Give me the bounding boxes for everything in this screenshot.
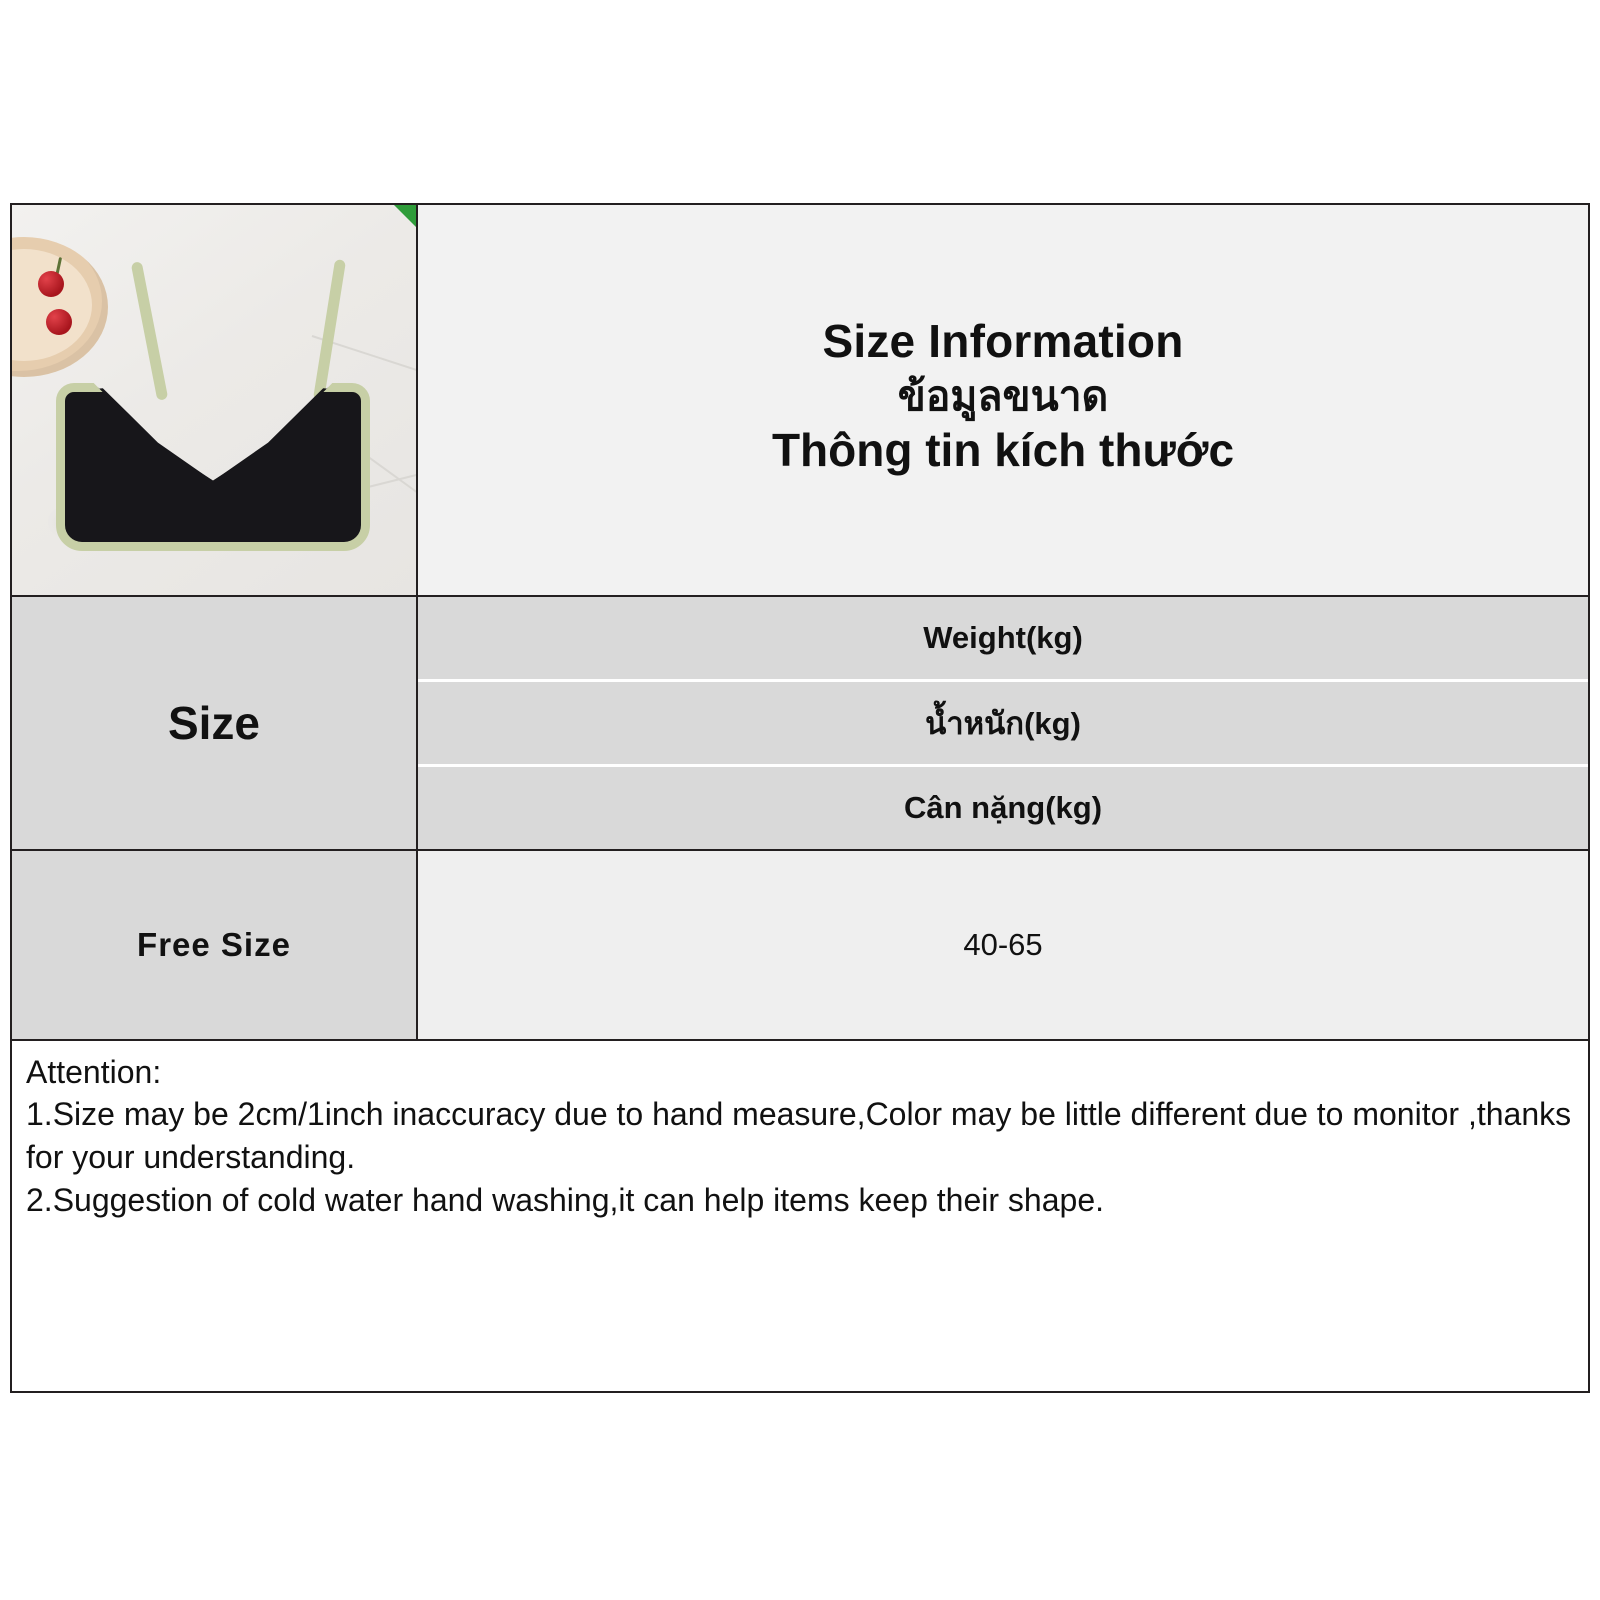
title-english: Size Information [822, 314, 1184, 367]
title-vietnamese: Thông tin kích thước [771, 424, 1235, 477]
column-header-weight-en: Weight(kg) [418, 597, 1588, 679]
column-header-weight-th: น้ำหนัก(kg) [418, 682, 1588, 764]
bralette-strap-left [131, 261, 169, 401]
title-cell [418, 205, 1588, 597]
product-photo-cell [12, 205, 418, 597]
attention-line-1: 1.Size may be 2cm/1inch inaccuracy due to hand measure,Color may be little different due to monitor ,thanks for your understanding. [26, 1096, 1572, 1176]
cell-weight-value: 40-65 [418, 851, 1588, 1041]
title-thai: ข้อมูลขนาด [897, 372, 1109, 419]
cell-size-value: Free Size [12, 851, 418, 1041]
bralette-strap-right [313, 259, 346, 401]
attention-line-2: 2.Suggestion of cold water hand washing,it can help items keep their shape. [26, 1181, 1104, 1218]
attention-heading: Attention: [26, 1054, 162, 1090]
table-header-row [12, 597, 1588, 851]
table-row [12, 851, 1588, 1041]
column-header-weight-group [418, 597, 1588, 851]
column-header-size-label: Size [167, 697, 261, 749]
green-corner-marker [394, 205, 416, 227]
bralette-illustration [40, 253, 388, 553]
column-header-size [12, 597, 418, 851]
column-header-weight-vi: Cân nặng(kg) [418, 767, 1588, 849]
attention-block [12, 1041, 1588, 1222]
bralette-band-trim [56, 383, 370, 551]
card-top-row [12, 205, 1588, 597]
size-information-card [10, 203, 1590, 1393]
